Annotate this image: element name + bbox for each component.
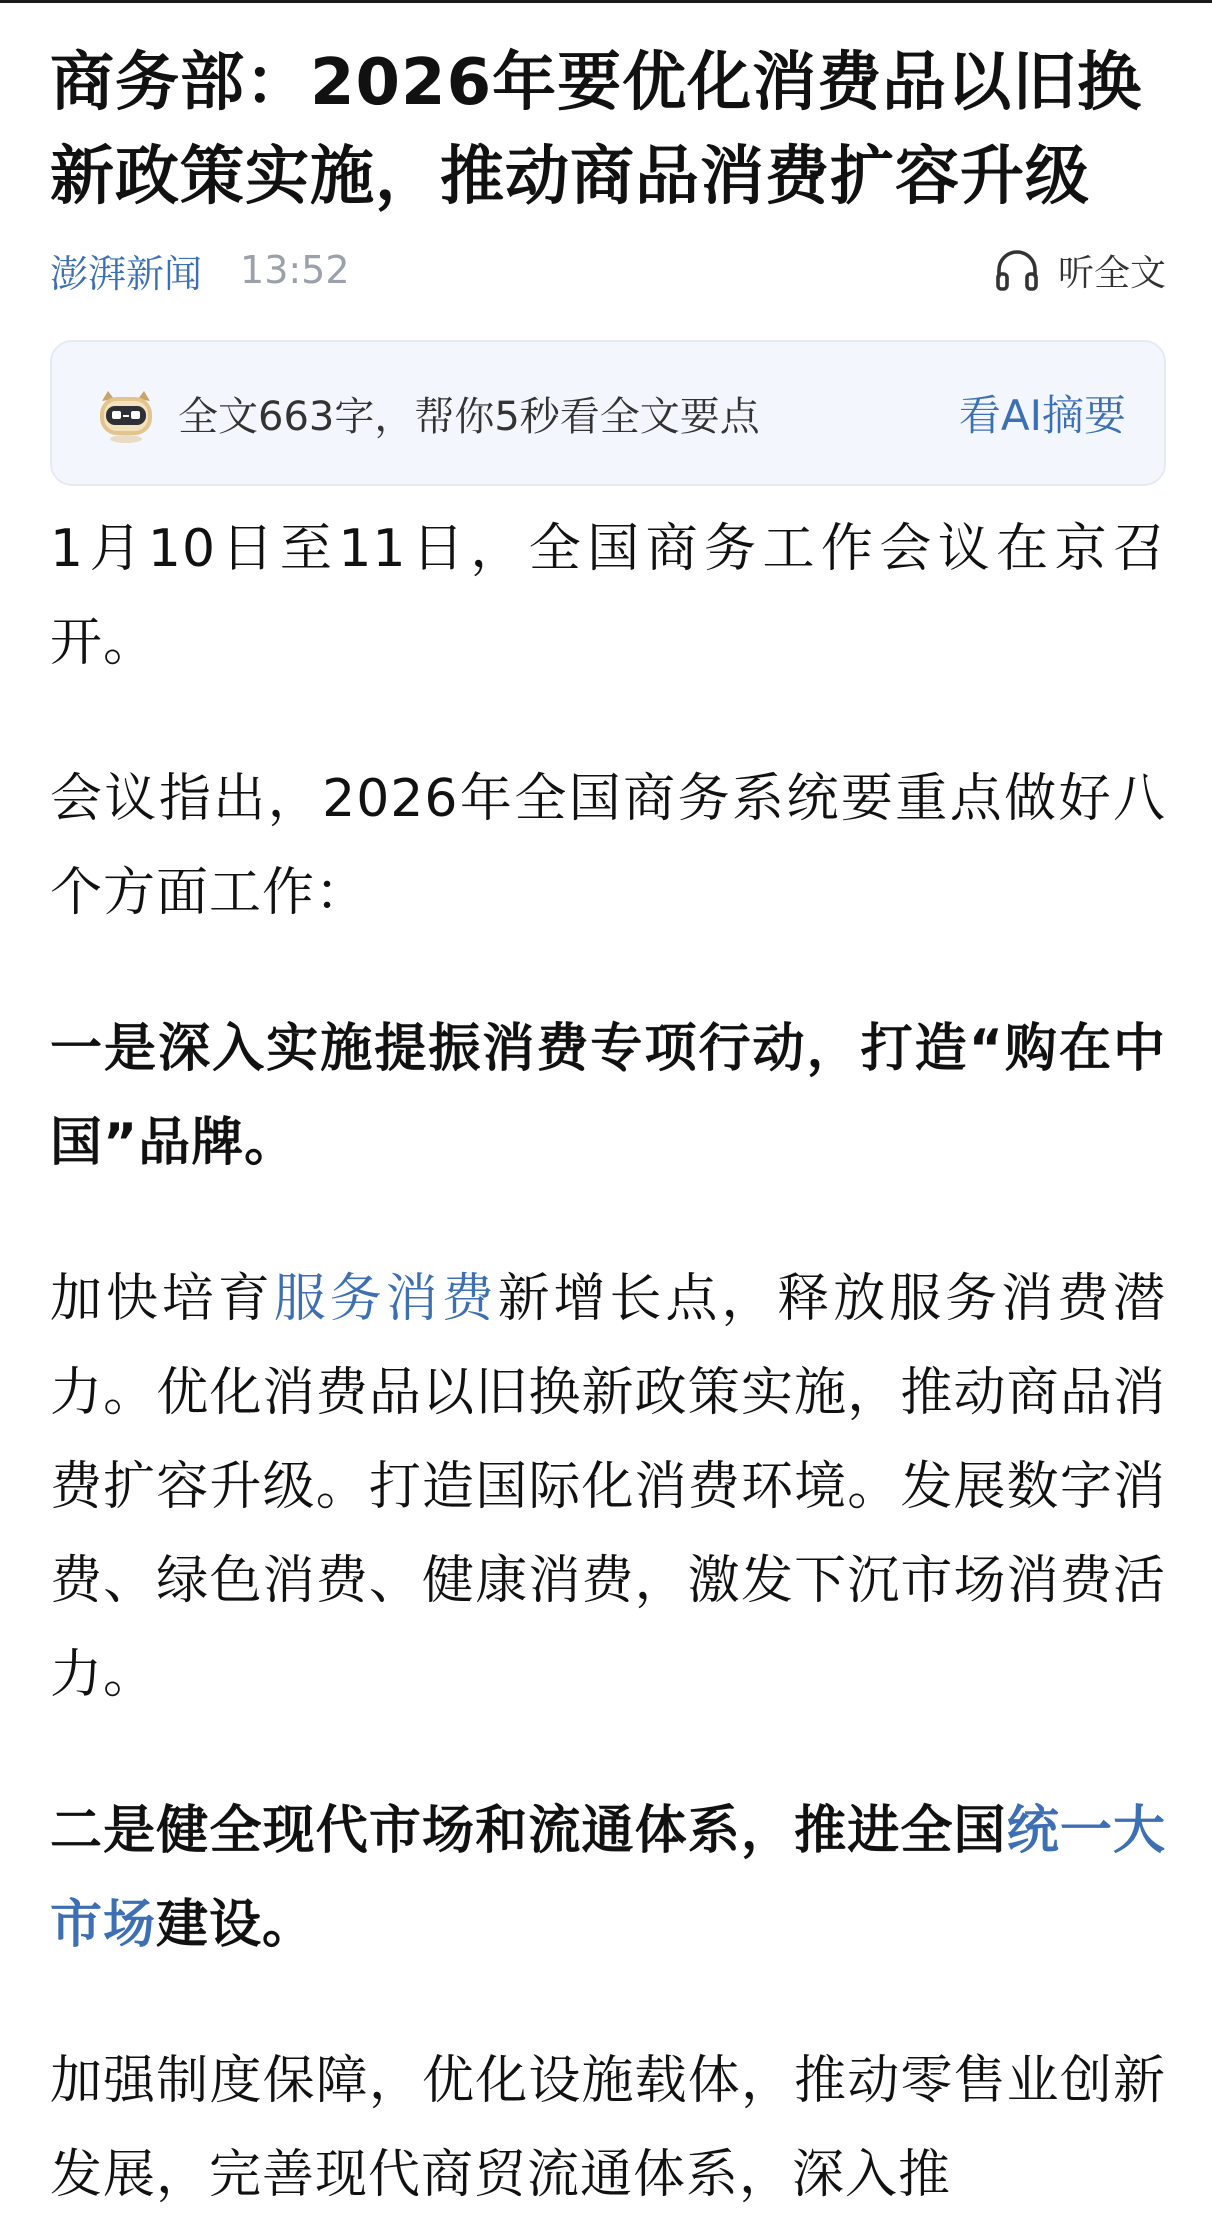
service-consumption-link[interactable]: 服务消费: [273, 1269, 498, 1329]
headphones-icon: [994, 247, 1040, 293]
paragraph-5-text-before: 二是健全现代市场和流通体系，推进全国: [50, 1801, 1007, 1861]
paragraph-5-heading: [50, 1784, 1166, 1972]
article-container: [50, 36, 1166, 2222]
listen-button[interactable]: [994, 245, 1166, 296]
paragraph-2: 会议指出，2026年全国商务系统要重点做好八个方面工作：: [50, 769, 1166, 923]
ai-summary-text: 全文663字，帮你5秒看全文要点: [178, 393, 760, 440]
ai-summary-banner[interactable]: [50, 340, 1166, 486]
paragraph-1: 1月10日至11日，全国商务工作会议在京召开。: [50, 519, 1166, 673]
paragraph-4-text-after: 新增长点，释放服务消费潜力。优化消费品以旧换新政策实施，推动商品消费扩容升级。打造国际化消费环境。发展数字消费、绿色消费、健康消费，激发下沉市场消费活力。: [50, 1269, 1166, 1705]
ai-robot-avatar-icon: [92, 379, 160, 447]
paragraph-4-text-before: 加快培育: [50, 1269, 274, 1329]
meta-left: [50, 243, 350, 298]
unified-market-link[interactable]: 统一大市场: [50, 1801, 1166, 1955]
paragraph-3-heading: 一是深入实施提振消费专项行动，打造“购在中国”品牌。: [50, 1019, 1166, 1173]
top-divider: [0, 0, 1212, 3]
paragraph-4: [50, 1252, 1166, 1722]
paragraph-6: 加强制度保障，优化设施载体，推动零售业创新发展，完善现代商贸流通体系，深入推: [50, 2051, 1166, 2205]
paragraph-5-text-after: 建设。: [156, 1895, 316, 1955]
article-meta: [50, 240, 1166, 300]
publish-time: 13:52: [240, 248, 350, 292]
listen-label: 听全文: [1057, 252, 1166, 294]
source-link[interactable]: 澎湃新闻: [50, 251, 203, 296]
ai-summary-button[interactable]: 看AI摘要: [958, 391, 1126, 440]
article-title: 商务部：2026年要优化消费品以旧换新政策实施，推动商品消费扩容升级: [50, 46, 1143, 214]
